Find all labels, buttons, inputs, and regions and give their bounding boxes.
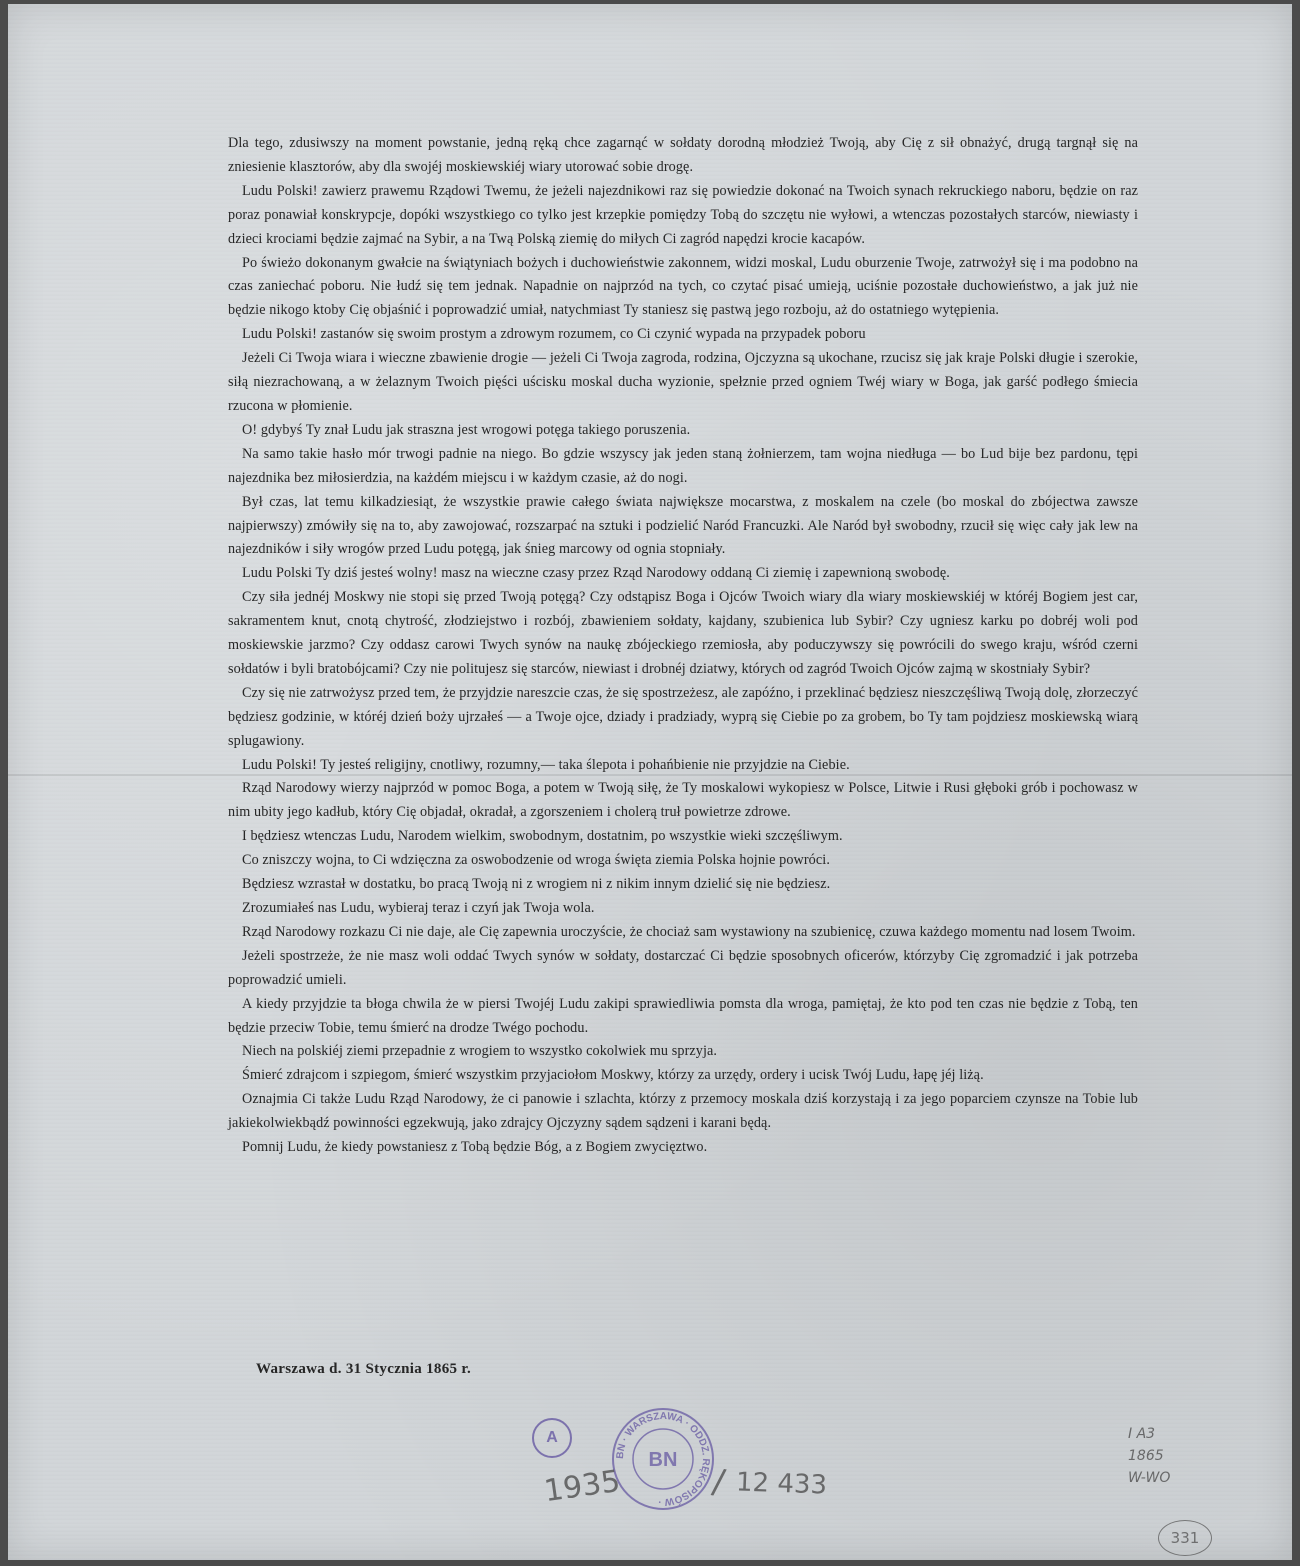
catalog-line: W-WO: [1128, 1470, 1171, 1486]
paragraph: Ludu Polski! zawierz prawemu Rządowi Twemu, że jeżeli najezdnikowi raz się powiedzie dokonać na Twoich synach rekruckiego naboru, będzie on raz poraz ponawiał konskrypcje, dopóki wszystkiego co tylko jest krzepkie pomiędzy Tobą do szczętu nie wyłowi, a wtenczas pozostałych starców, niewiasty i dzieci krociami będzie zajmać na Sybir, a na Twą Polską ziemię do miłych Ci zagród napędzi krocie kacapów.: [228, 182, 1138, 247]
paragraph: Był czas, lat temu kilkadziesiąt, że wszystkie prawie całego świata największe mocarstwa, z moskalem na czele (bo moskal do zbójectwa zawsze najpierwszy) zmówiły się na to, aby zawojować, rozszarpać na sztuki i podzielić Naród Francuzki. Ale Naród był swobodny, rzucił się więc cały jak lew na najezdników i siły wrogów przed Ludu potęgą, jak śnieg marcowy od ognia stopniały.: [228, 493, 1138, 558]
paragraph: Na samo takie hasło mór trwogi padnie na niego. Bo gdzie wszyscy jak jeden staną żołnierzem, tam wojna niedługa — bo Lud bije bez pardonu, tępi najezdnika bez miłosierdzia, na każdém miejscu i w każdym czasie, aż do nogi.: [228, 445, 1138, 486]
catalog-line: I A3: [1128, 1426, 1156, 1442]
library-stamp-ring-text: BN · WARSZAWA · ODDZ. RĘKOPISÓW ·: [614, 1410, 712, 1508]
inventory-number-a: 1935: [541, 1463, 623, 1510]
paragraph: Śmierć zdrajcom i szpiegom, śmierć wszystkim przyjaciołom Moskwy, którzy za urzędy, ordery i ucisk Twój Ludu, łapę jéj liżą.: [242, 1067, 984, 1084]
paragraph: Czy się nie zatrwożysz przed tem, że przyjdzie nareszcie czas, że się spostrzeżesz, ale zapóźno, i przeklinać będziesz nieszczęśliwą Twoją dolę, złorzeczyć będziesz godzinie, w któréj dzień boży ujrzałeś — a Twoje ojce, dziady i pradziady, wyprą się Ciebie po za grobem, bo Ty tam pojdziesz moskiewską wiarą splugawiony.: [228, 684, 1138, 749]
circle-a-stamp: A: [532, 1418, 572, 1458]
paragraph: Co zniszczy wojna, to Ci wdzięczna za oswobodzenie od wroga święta ziemia Polska hojnie powróci.: [242, 852, 830, 869]
signature-date-line: Warszawa d. 31 Stycznia 1865 r.: [256, 1361, 471, 1377]
paragraph: Zrozumiałeś nas Ludu, wybieraj teraz i czyń jak Twoja wola.: [242, 900, 595, 916]
catalog-line: 1865: [1128, 1448, 1164, 1464]
inventory-number-b: 12 433: [735, 1467, 828, 1501]
library-stamp-center-text: BN: [648, 1449, 678, 1471]
paragraph: Niech na polskiéj ziemi przepadnie z wrogiem to wszystko cokolwiek mu sprzyja.: [242, 1043, 718, 1060]
paragraph: Dla tego, zdusiwszy na moment powstanie, jedną ręką chce zagarnąć w sołdaty dorodną młodzież Twoją, aby Cię z sił obnażyć, drugą targnął się na zniesienie klasztorów, aby dla swojéj moskiewskiéj wiary utorować sobie drogę.: [228, 135, 1138, 175]
paragraph: I będziesz wtenczas Ludu, Narodem wielkim, swobodnym, dostatnim, po wszystkie wieki szczęśliwym.: [242, 828, 843, 845]
inventory-slash: /: [709, 1461, 728, 1503]
page-number: 331: [1158, 1520, 1212, 1556]
paragraph: Po świeżo dokonanym gwałcie na świątyniach bożych i duchowieństwie zakonnem, widzi moskal, Ludu oburzenie Twoje, zatrwożył się i ma podobno na czas zaniechać poboru. Nie łudź się tem jednak. Napadnie on najprzód na tych, co czytać pisać umieją, uciśnie pozostałe duchowieństwo, a jak już nie będzie nikogo ktoby Cię objaśnić i poprowadzić umiał, natychmiast Ty staniesz się pastwą jego rozboju, aż do ostatniego wytępienia.: [228, 254, 1138, 319]
paragraph: Ludu Polski! Ty jesteś religijny, cnotliwy, rozumny,— taka ślepota i pohańbienie nie przyjdzie na Ciebie.: [242, 756, 850, 773]
paragraph: A kiedy przyjdzie ta błoga chwila że w piersi Twojéj Ludu zakipi sprawiedliwia pomsta dla wroga, pamiętaj, że kto pod ten czas nie będzie z Tobą, ten będzie przeciw Tobie, temu śmierć na drodze Twégo pochodu.: [228, 995, 1138, 1036]
catalog-note: [1128, 1423, 1170, 1489]
paragraph: Jeżeli spostrzeże, że nie masz woli oddać Twych synów w sołdaty, dostarczać Ci będzie sposobnych oficerów, którzyby Cię zgromadzić i jak potrzeba poprowadzić umieli.: [228, 947, 1138, 988]
document-sheet: [8, 4, 1292, 1560]
paragraph: Rząd Narodowy rozkazu Ci nie daje, ale Cię zapewnia uroczyście, że chociaż sam wystawiony na szubienicę, czuwa każdego momentu nad losem Twoim.: [242, 923, 1136, 940]
paragraph: Czy siła jednéj Moskwy nie stopi się przed Twoją potęgą? Czy odstąpisz Boga i Ojców Twoich wiary dla wiary moskiewskiéj w któréj Bogiem jest car, sakramentem knut, cnotą chytrość, złodziejstwo i rozbój, zbawieniem sołdaty, kajdany, szubienica lub Sybir? Czy ugniesz karku po dobréj woli pod moskiewskie jarzmo? Czy oddasz carowi Twych synów na naukę zbójeckiego rzemiosła, aby poduczywszy się powrócili do swego kraju, wśród czerni sołdatów i byli bratobójcami? Czy nie politujesz się starców, niewiast i drobnéj dziatwy, których od zagród Twoich Ojców zajmą w skostniały Sybir?: [228, 589, 1138, 677]
library-stamp: [608, 1404, 718, 1514]
paragraph: Będziesz wzrastał w dostatku, bo pracą Twoją ni z wrogiem ni z nikim innym dzielić się nie będziesz.: [242, 876, 831, 893]
paragraph: Ludu Polski! zastanów się swoim prostym a zdrowym rozumem, co Ci czynić wypada na przypadek poboru: [242, 326, 866, 343]
proclamation-text: [228, 132, 1138, 1160]
paragraph: Rząd Narodowy wierzy najprzód w pomoc Boga, a potem w Twoją siłę, że Ty moskalowi wykopiesz w Polsce, Litwie i Rusi głęboki grób i pochowasz w nim ubity jego kadłub, który Cię objadał, okradał, a zgorszeniem i cholerą truł powietrze zdrowe.: [228, 780, 1138, 821]
paragraph: Oznajmia Ci także Ludu Rząd Narodowy, że ci panowie i szlachta, którzy z przemocy moskala dziś korzystają i za jego poparciem czynsze na Tobie lub jakiekolwiekbądź powinności egzekwują, jako zdrajcy Ojczyzny sądem sądzeni i karani będą.: [228, 1091, 1138, 1132]
paragraph: Jeżeli Ci Twoja wiara i wieczne zbawienie drogie — jeżeli Ci Twoja zagroda, rodzina, Ojczyzna są ukochane, rzucisz się jak kraje Polski długie i szerokie, siłą niezrachowaną, a w żelaznym Twoich pięści uścisku moskal ducha wyzionie, spełznie przed ogniem Twéj wiary w Boga, jak garść podłego śmiecia rzucona w płomienie.: [228, 350, 1138, 414]
paragraph: Ludu Polski Ty dziś jesteś wolny! masz na wieczne czasy przez Rząd Narodowy oddaną Ci ziemię i zapewnioną swobodę.: [242, 565, 950, 582]
paragraph: O! gdybyś Ty znał Ludu jak straszna jest wrogowi potęga takiego poruszenia.: [242, 421, 691, 438]
paragraph: Pomnij Ludu, że kiedy powstaniesz z Tobą będzie Bóg, a z Bogiem zwycięztwo.: [242, 1139, 708, 1156]
